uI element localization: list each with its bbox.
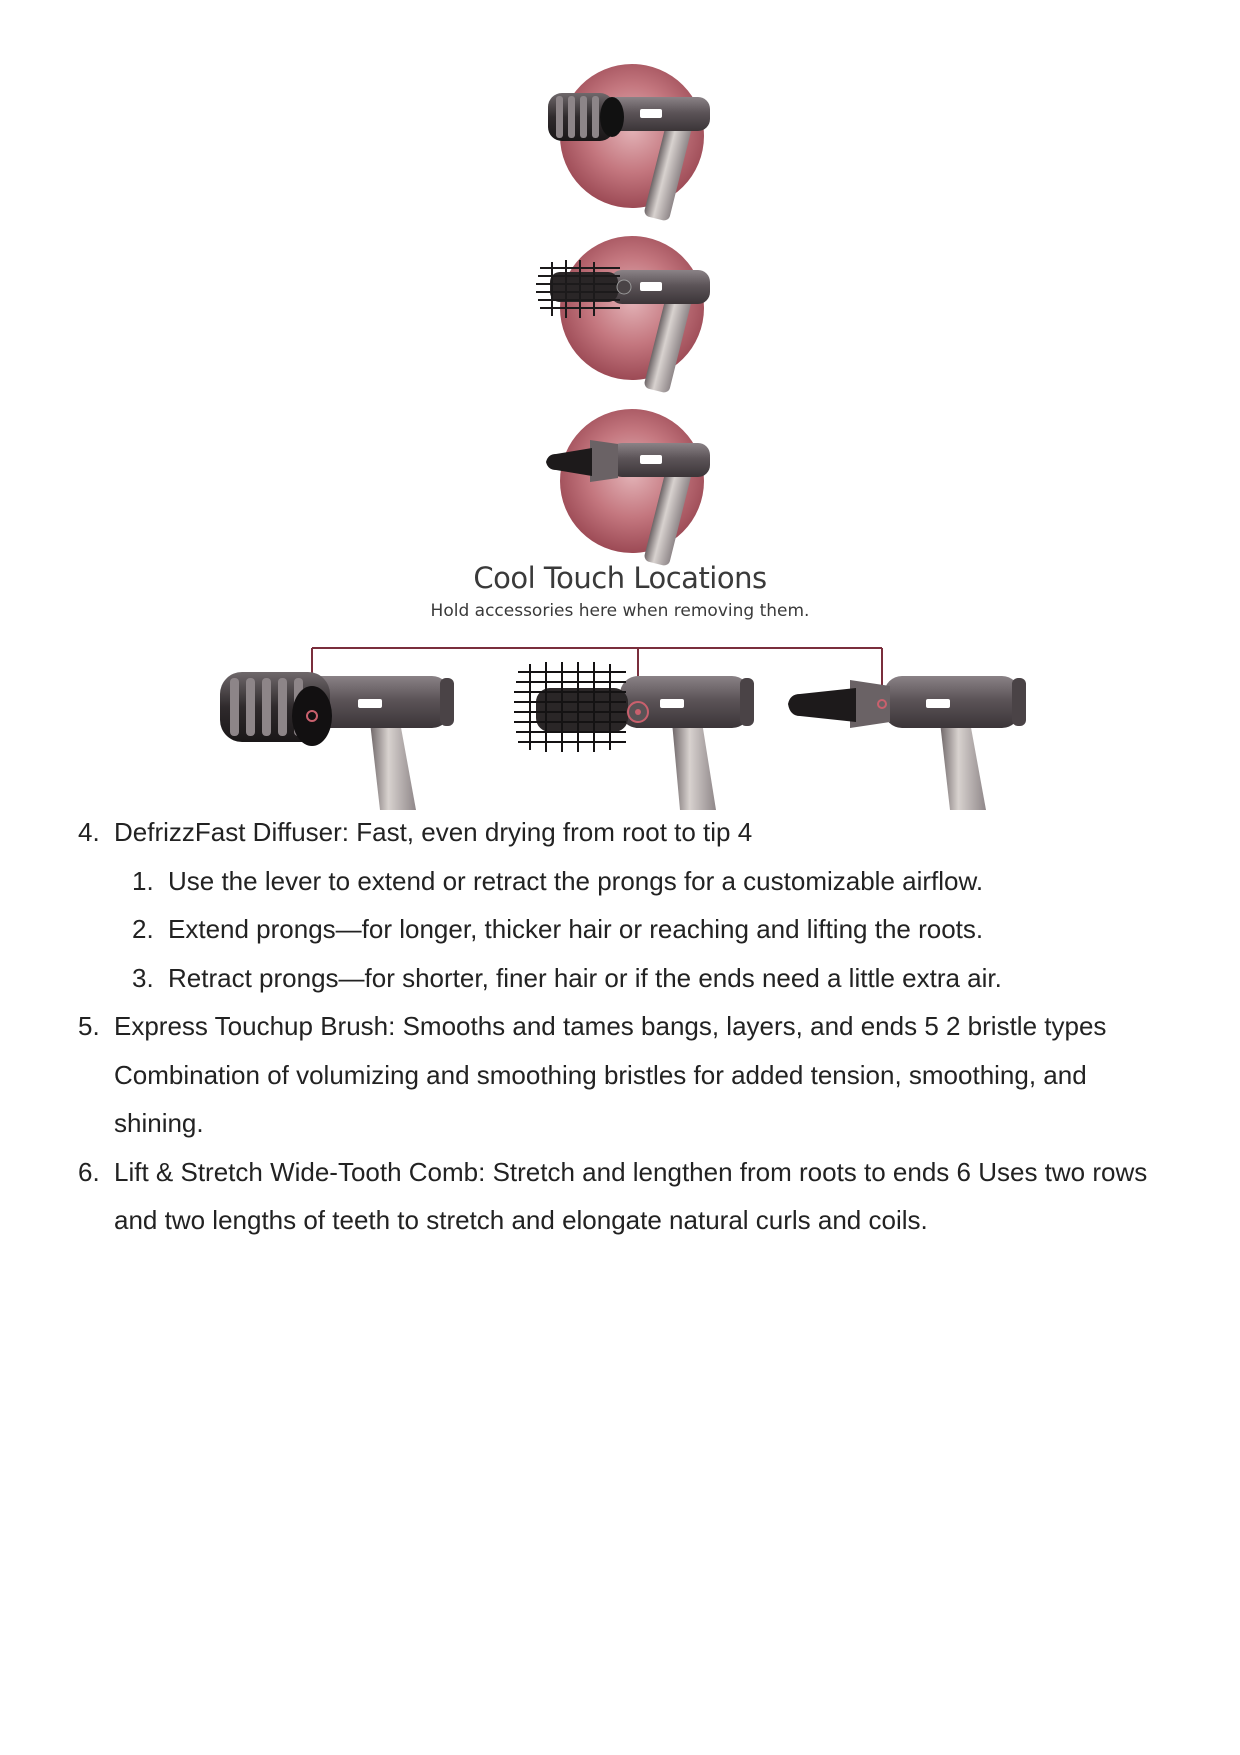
list-number: 6. (78, 1156, 100, 1187)
concentrator-thumbnail (546, 409, 710, 567)
dryer-with-concentrator (788, 676, 1026, 810)
list-number: 4. (78, 817, 100, 847)
cool-touch-subtitle: Hold accessories here when removing them. (430, 601, 810, 621)
cool-touch-title: Cool Touch Locations (473, 561, 767, 595)
sub-item-lever (0, 857, 1240, 906)
list-number: 5. (78, 1011, 100, 1041)
sub-item-text: Extend prongs—for longer, thicker hair or reaching and lifting the roots. (168, 914, 984, 944)
list-item-brush (0, 1002, 1240, 1148)
list-item-text: Express Touchup Brush: Smooths and tames bangs, layers, and ends 5 2 bristle types Combination of volumizing and smoothing bristles for added tension, smoothing, and shining. (114, 1011, 1107, 1138)
dryer-with-diffuser (220, 672, 454, 810)
sub-item-retract (0, 954, 1240, 1003)
list-item-comb (0, 1148, 1240, 1245)
feature-list (0, 808, 1240, 1245)
cool-touch-illustration (0, 0, 1240, 810)
sub-item-text: Retract prongs—for shorter, finer hair or if the ends need a little extra air. (168, 962, 1002, 993)
sub-item-number: 3. (132, 962, 154, 993)
diffuser-thumbnail (548, 64, 710, 222)
brush-thumbnail (536, 236, 710, 394)
sub-item-text: Use the lever to extend or retract the prongs for a customizable airflow. (168, 865, 984, 896)
dryer-with-brush (514, 662, 754, 810)
list-item-text: DefrizzFast Diffuser: Fast, even drying from root to tip 4 (114, 817, 753, 847)
cool-touch-figure (0, 0, 1240, 810)
list-item-diffuser (0, 808, 1240, 857)
sub-item-number: 1. (132, 865, 154, 896)
sub-item-number: 2. (132, 914, 154, 944)
list-item-text: Lift & Stretch Wide-Tooth Comb: Stretch and lengthen from roots to ends 6 Uses two rows and two lengths of teeth to stretch and elongate natural curls and coils. (114, 1156, 1148, 1235)
sub-item-extend (0, 905, 1240, 954)
